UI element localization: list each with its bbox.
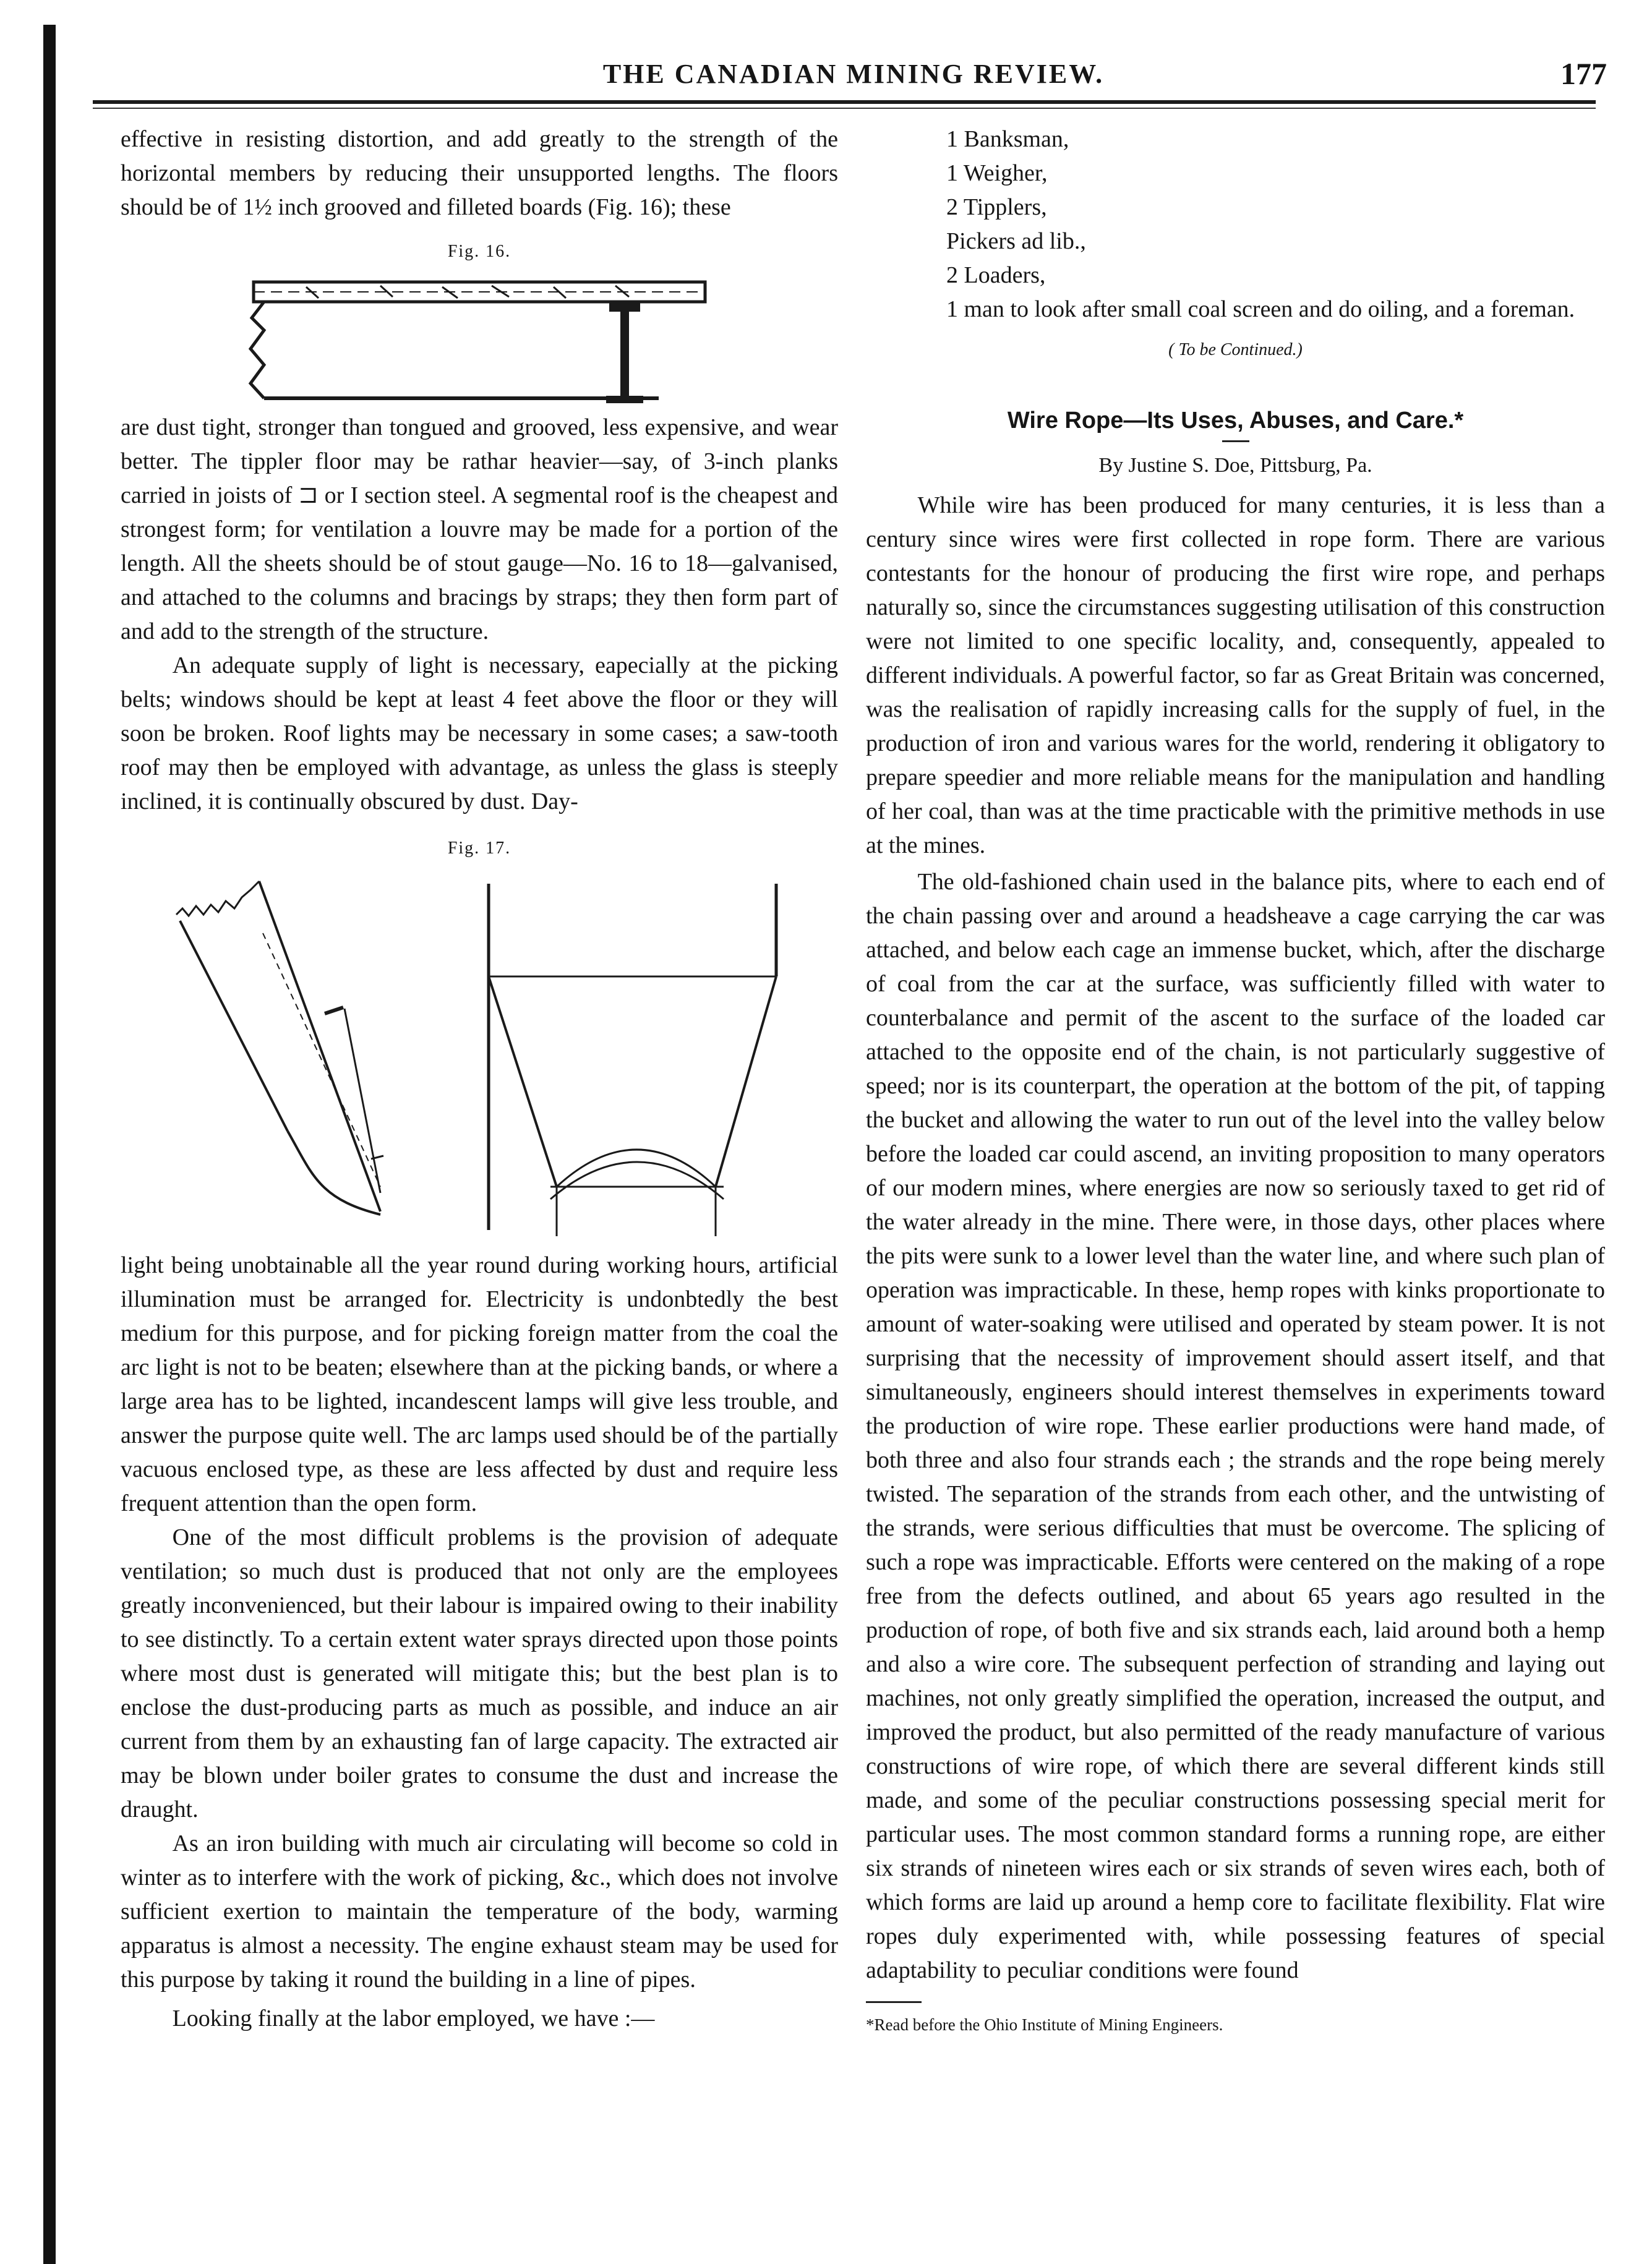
header-rule-thin	[93, 108, 1596, 109]
article-byline: By Justine S. Doe, Pittsburg, Pa.	[1098, 454, 1372, 477]
figure-16	[121, 268, 838, 411]
figure-16-drawing	[121, 268, 838, 411]
page-header	[93, 49, 1614, 93]
list-item: 1 Weigher,	[946, 160, 1048, 186]
paragraph-labor: Looking finally at the labor employed, we have :—	[172, 2006, 655, 2031]
paragraph-light: An adequate supply of light is necessary, eapecially at the picking belts; windows should be kept at least 4 feet above the floor or they will soon be broken. Roof lights may be necessary in some cases; a saw-tooth roof may then be employed with advantage, as unless the glass is steeply inclined, it is continually obscured by dust. Day-	[121, 652, 838, 814]
paragraph-daylight: light being unobtainable all the year round during working hours, artificial illumination must be arranged for. Electricity is undonbtedly the best medium for this purpose, and for picking foreign matter from the coal the arc light is not to be beaten; elsewhere than at the picking bands, or where a large area has to be lighted, incandescent lamps will give less trouble, and answer the purpose quite well. The arc lamps used should be of the partially vacuous enclosed type, as these are less affected by dust and require less frequent attention than the open form.	[121, 1252, 838, 1516]
figure-16-label: Fig. 16.	[447, 242, 511, 261]
list-item: 1 Banksman,	[946, 126, 1069, 152]
footnote: *Read before the Ohio Institute of Mining Engineers.	[866, 2015, 1223, 2034]
paragraph-floors: effective in resisting distortion, and add greatly to the strength of the horizontal members by reducing their unsupported lengths. The floors should be of 1½ inch grooved and filleted boards (Fig. 16); these	[121, 126, 838, 220]
figure-17	[121, 865, 838, 1249]
footnote-rule	[866, 2001, 922, 2003]
figure-17-drawing	[121, 865, 838, 1249]
paragraph-chain: The old-fashioned chain used in the balance pits, where to each end of the chain passing over and around a headsheave a cage carrying the car was attached, and below each cage an immense bucket, which, after the discharge of coal from the car at the surface, was sufficiently filled with water to counterbalance and permit of the ascent to the surface of the loaded car attached to the opposite end of the chain, is not particularly suggestive of speed; nor is its counterpart, the operation at the bottom of the pit, of tapping the bucket and allowing the water to run out of the level into the valley below before the loaded car could ascend, an inviting proposition to many operators of our modern mines, where energies are now so seriously taxed to get rid of the water already in the mine. There were, in those days, other places where the pits were sunk to a lower level than the water line, and where such plan of operation was impracticable. In these, hemp ropes with kinks proportionate to amount of water-soaking were utilised and operated by steam power. It is not surprising that the necessity of improvement should assert itself, and that simultaneously, engineers should interest themselves in experiments toward the production of wire rope. These earlier productions were hand made, of both three and also four strands each ; the strands and the rope being merely twisted. The separation of the strands from each other, and the untwisting of the strands, were serious difficulties that must be overcome. The splicing of such a rope was impracticable. Efforts were centered on the making of a rope free from the defects outlined, and about 65 years ago resulted in the production of rope, of both five and six strands each, laid around both a hemp and also a wire core. The subsequent perfection of stranding and laying out machines, not only greatly simplified the operation, increased the output, and improved the product, but also permitted of the ready manufacture of various constructions of wire rope, of which there are several different kinds still made, and some of the peculiar constructions possessing special merit for particular uses. The most common standard forms a running rope, are either six strands of nineteen wires each or six strands of seven wires each, both of which forms are laid up around a hemp core to facilitate flexibility. Flat wire ropes duly experimented with, while possessing features of special adaptability to peculiar conditions were found	[866, 869, 1605, 1983]
header-rule-thick	[93, 100, 1596, 104]
left-column	[121, 122, 838, 2036]
right-column	[866, 122, 1605, 2042]
list-item: 1 man to look after small coal screen and do oiling, and a foreman.	[946, 296, 1575, 322]
labor-list	[866, 122, 1605, 327]
to-be-continued: ( To be Continued.)	[1168, 340, 1303, 359]
figure-17-label: Fig. 17.	[447, 839, 511, 858]
paragraph-ventilation: One of the most difficult problems is the provision of adequate ventilation; so much dust is produced that not only are the employees greatly inconvenienced, but their labour is impaired owing to their inability to see distinctly. To a certain extent water sprays directed upon those points where most dust is generated will mitigate this; but the best plan is to enclose the dust-producing parts as much as possible, and induce an air current from them by an exhausting fan of large capacity. The extracted air may be blown under boiler grates to consume the dust and increase the draught.	[121, 1524, 838, 1822]
article-title: Wire Rope—Its Uses, Abuses, and Care.*	[1007, 408, 1464, 434]
page-number: 177	[1560, 56, 1607, 91]
binding-spine	[43, 25, 56, 2264]
journal-title: THE CANADIAN MINING REVIEW.	[602, 59, 1105, 89]
paragraph-floors-continued: are dust tight, stronger than tongued and grooved, less expensive, and wear better. The tippler floor may be rathar heavier—say, of 3-inch planks carried in joists of ⊐ or I section steel. A segmental roof is the cheapest and strongest form; for ventilation a louvre may be made for a portion of the length. All the sheets should be of stout gauge—No. 16 to 18—galvanised, and attached to the columns and bracings by straps; they then form part of and add to the strength of the structure.	[121, 414, 838, 644]
title-rule	[1222, 440, 1249, 442]
paragraph-iron-building: As an iron building with much air circulating will become so cold in winter as to interfere with the work of picking, &c., which does not involve sufficient exertion to maintain the temperature of the body, warming apparatus is almost a necessity. The engine exhaust steam may be used for this purpose by taking it round the building in a line of pipes.	[121, 1830, 838, 1993]
list-item: 2 Tipplers,	[946, 194, 1047, 220]
list-item: Pickers ad lib.,	[946, 228, 1086, 254]
list-item: 2 Loaders,	[946, 262, 1046, 288]
paragraph-wire-history: While wire has been produced for many centuries, it is less than a century since wires were first collected in rope form. There are various contestants for the honour of producing the first wire rope, and perhaps naturally so, since the circumstances suggesting utilisation of this construction were not limited to one specific locality, and, consequently, appealed to different individuals. A powerful factor, so far as Great Britain was concerned, was the realisation of rapidly increasing calls for the supply of fuel, in the production of iron and various wares for the world, rendering it obligatory to prepare speedier and more reliable means for the manipulation and handling of her coal, than was at the time practicable with the primitive methods in use at the mines.	[866, 492, 1605, 858]
